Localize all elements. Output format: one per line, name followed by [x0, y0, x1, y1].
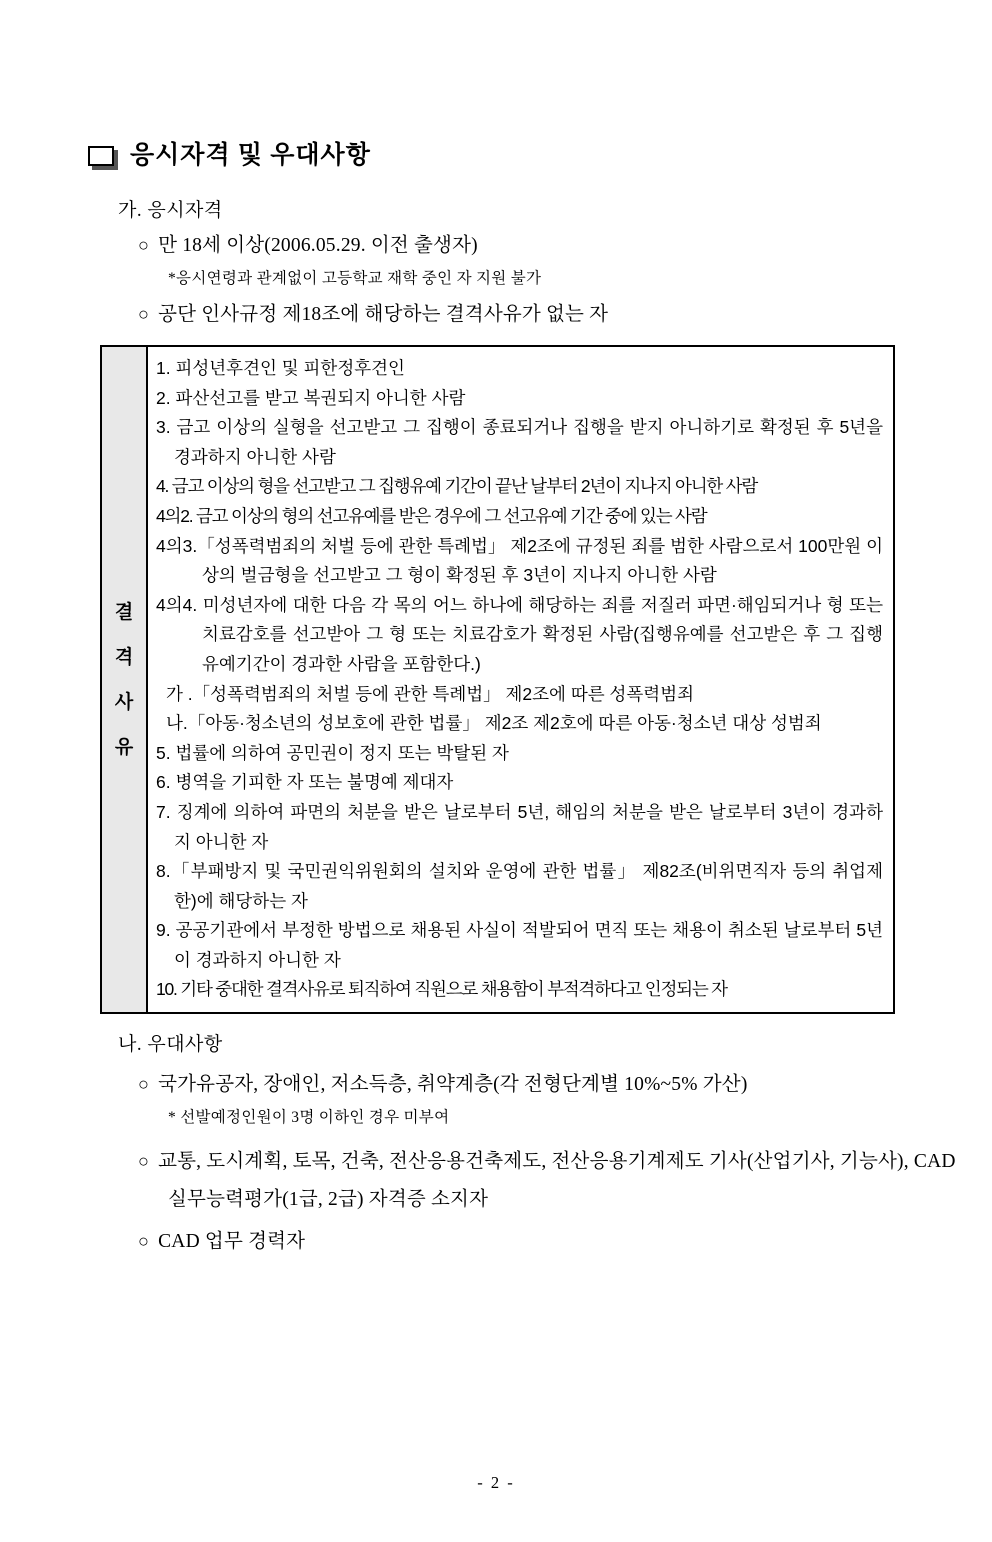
- table-row: 가 .「성폭력범죄의 처벌 등에 관한 특례법」 제2조에 따른 성폭력범죄: [166, 683, 695, 704]
- list-item: [138, 231, 962, 260]
- page-title: 응시자격 및 우대사항: [130, 142, 371, 169]
- table-header-cell: [102, 347, 148, 1012]
- table-header-vertical-label: 결격사유: [114, 601, 134, 758]
- list-item-text: 공단 인사규정 제18조에 해당하는 결격사유가 없는 자: [158, 304, 609, 325]
- section-a-heading: 가. 응시자격: [118, 200, 223, 221]
- section-b-heading: 나. 우대사항: [118, 1034, 223, 1056]
- page-number: - 2 -: [477, 1473, 515, 1492]
- table-row: 8.「부패방지 및 국민권익위원회의 설치와 운영에 관한 법률」 제82조(비위면직자 등의 취업제한)에 해당하는 자: [156, 861, 883, 911]
- list-item: [138, 300, 962, 329]
- footnote: *응시연령과 관계없이 고등학교 재학 중인 자 지원 불가: [168, 270, 542, 287]
- table-row: 7. 징계에 의하여 파면의 처분을 받은 날로부터 5년, 해임의 처분을 받은 날로부터 3년이 경과하지 아니한 자: [156, 801, 883, 852]
- table-row: 3. 금고 이상의 실형을 선고받고 그 집행이 종료되거나 집행을 받지 아니하기로 확정된 후 5년을 경과하지 아니한 사람: [156, 417, 883, 467]
- shadowed-square-bullet-icon: [88, 146, 114, 166]
- table-row: 10. 기타 중대한 결격사유로 퇴직하여 직원으로 채용함이 부적격하다고 인정되는 자: [156, 979, 727, 1000]
- circle-bullet-icon: ○: [138, 1074, 150, 1095]
- list-item: [138, 1070, 962, 1099]
- circle-bullet-icon: ○: [138, 1151, 150, 1172]
- table-row: 9. 공공기관에서 부정한 방법으로 채용된 사실이 적발되어 면직 또는 채용이 취소된 날로부터 5년이 경과하지 아니한 자: [156, 920, 883, 970]
- circle-bullet-icon: ○: [138, 304, 150, 324]
- document-page: [0, 139, 992, 1542]
- table-row: 2. 파산선고를 받고 복권되지 아니한 사람: [156, 387, 466, 408]
- list-item: [138, 1142, 962, 1219]
- disqualification-rows: [148, 347, 893, 1012]
- list-item-text: CAD 업무 경력자: [158, 1231, 306, 1253]
- circle-bullet-icon: ○: [138, 235, 150, 255]
- table-row: 6. 병역을 기피한 자 또는 불명예 제대자: [156, 772, 454, 793]
- table-row: 4의2. 금고 이상의 형의 선고유예를 받은 경우에 그 선고유예 기간 중에 있는 사람: [156, 505, 707, 526]
- table-row: 1. 피성년후견인 및 피한정후견인: [156, 358, 405, 378]
- page-title-row: [88, 139, 992, 173]
- list-item-text: 교통, 도시계획, 토목, 건축, 전산응용건축제도, 전산응용기계제도 기사(산업기사, 기능사), CAD 실무능력평가(1급, 2급) 자격증 소지자: [158, 1151, 956, 1211]
- table-row: 4. 금고 이상의 형을 선고받고 그 집행유예 기간이 끝난 날부터 2년이 지나지 아니한 사람: [156, 476, 758, 497]
- table-row: 4의4. 미성년자에 대한 다음 각 목의 어느 하나에 해당하는 죄를 저질러 파면·해임되거나 형 또는 치료감호를 선고받아 그 형 또는 치료감호가 확정된 사람(집행유예를 선고받은 후 그 집행유예기간이 경과한 사람을 포함한다.): [156, 594, 883, 674]
- list-item: [138, 1227, 962, 1256]
- footnote: * 선발예정인원이 3명 이하인 경우 미부여: [168, 1109, 450, 1127]
- table-row: 나.「아동·청소년의 성보호에 관한 법률」 제2조 제2호에 따른 아동·청소년 대상 성범죄: [166, 713, 822, 734]
- disqualification-table: [100, 345, 895, 1014]
- list-item-text: 만 18세 이상(2006.05.29. 이전 출생자): [158, 235, 478, 256]
- table-row: 5. 법률에 의하여 공민권이 정지 또는 박탈된 자: [156, 742, 509, 763]
- table-row: 4의3.「성폭력범죄의 처벌 등에 관한 특례법」 제2조에 규정된 죄를 범한 사람으로서 100만원 이상의 벌금형을 선고받고 그 형이 확정된 후 3년이 지나지 아니한 사람: [156, 535, 883, 586]
- list-item-text: 국가유공자, 장애인, 저소득층, 취약계층(각 전형단계별 10%~5% 가산): [158, 1074, 748, 1096]
- circle-bullet-icon: ○: [138, 1231, 150, 1252]
